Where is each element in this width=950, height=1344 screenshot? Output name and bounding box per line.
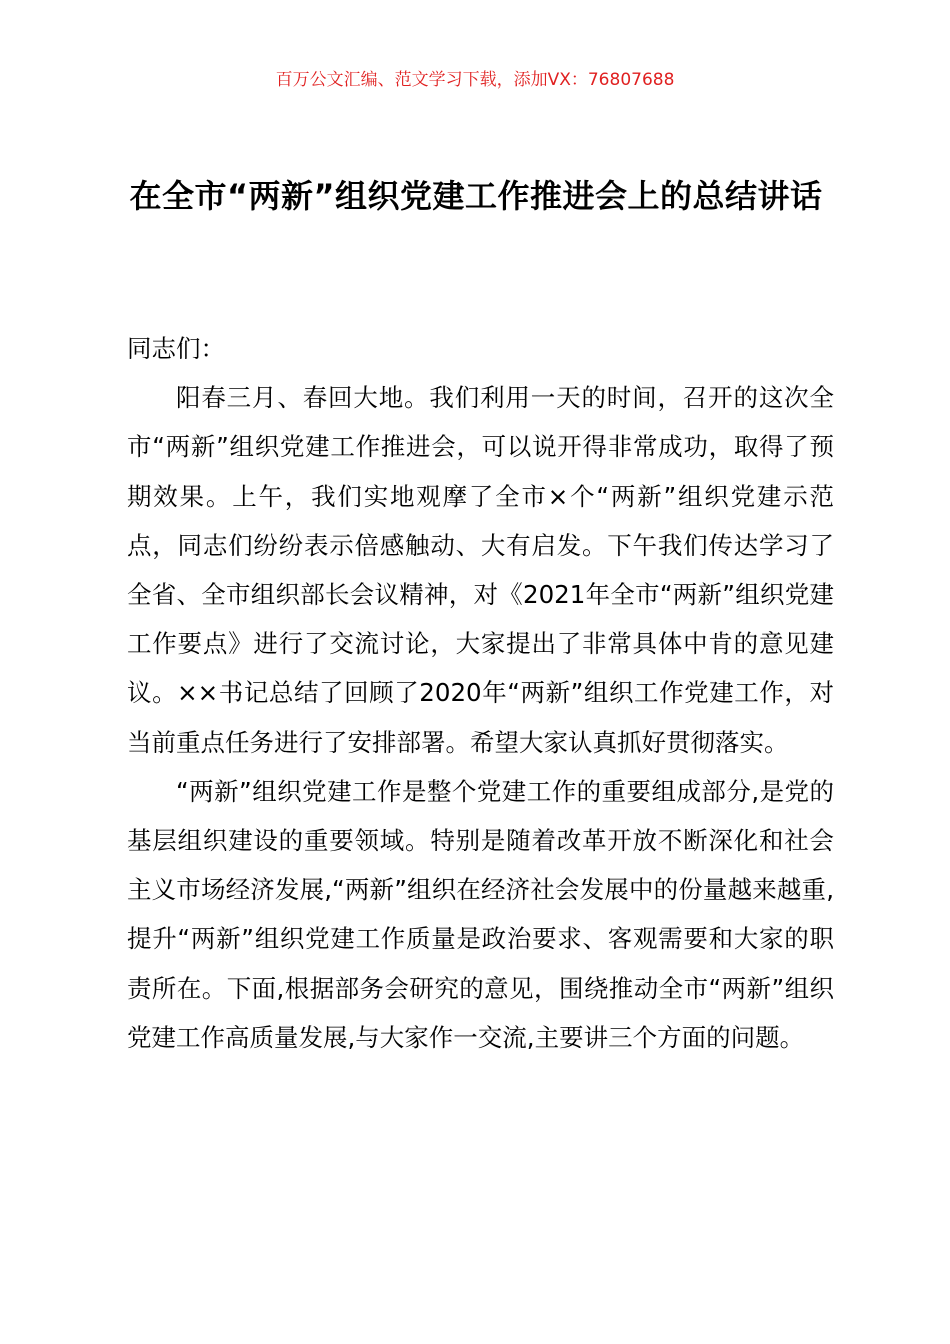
document-title: 在全市“两新”组织党建工作推进会上的总结讲话 [129, 177, 823, 215]
paragraph-2: “两新”组织党建工作是整个党建工作的重要组成部分,是党的基层组织建设的重要领域。特别是随着改革开放不断深化和社会主义市场经济发展,“两新”组织在经济社会发展中的份量越来越重,提升“两新”组织党建工作质量是政治要求、客观需要和大家的职责所在。下面,根据部务会研究的意见，围绕推动全市“两新”组织党建工作高质量发展,与大家作一交流,主要讲三个方面的问题。 [127, 776, 834, 1052]
document-body [127, 324, 834, 1062]
salutation: 同志们： [127, 334, 225, 363]
header-banner: 百万公文汇编、范文学习下载，添加VX：76807688 [275, 70, 675, 90]
paragraph-1: 阳春三月、春回大地。我们利用一天的时间，召开的这次全市“两新”组织党建工作推进会，可以说开得非常成功，取得了预期效果。上午，我们实地观摩了全市×个“两新”组织党建示范点，同志们纷纷表示倍感触动、大有启发。下午我们传达学习了全省、全市组织部长会议精神，对《2021年全市“两新”组织党建工作要点》进行了交流讨论，大家提出了非常具体中肯的意见建议。××书记总结了回顾了2020年“两新”组织工作党建工作，对当前重点任务进行了安排部署。希望大家认真抓好贯彻落实。 [127, 383, 834, 757]
